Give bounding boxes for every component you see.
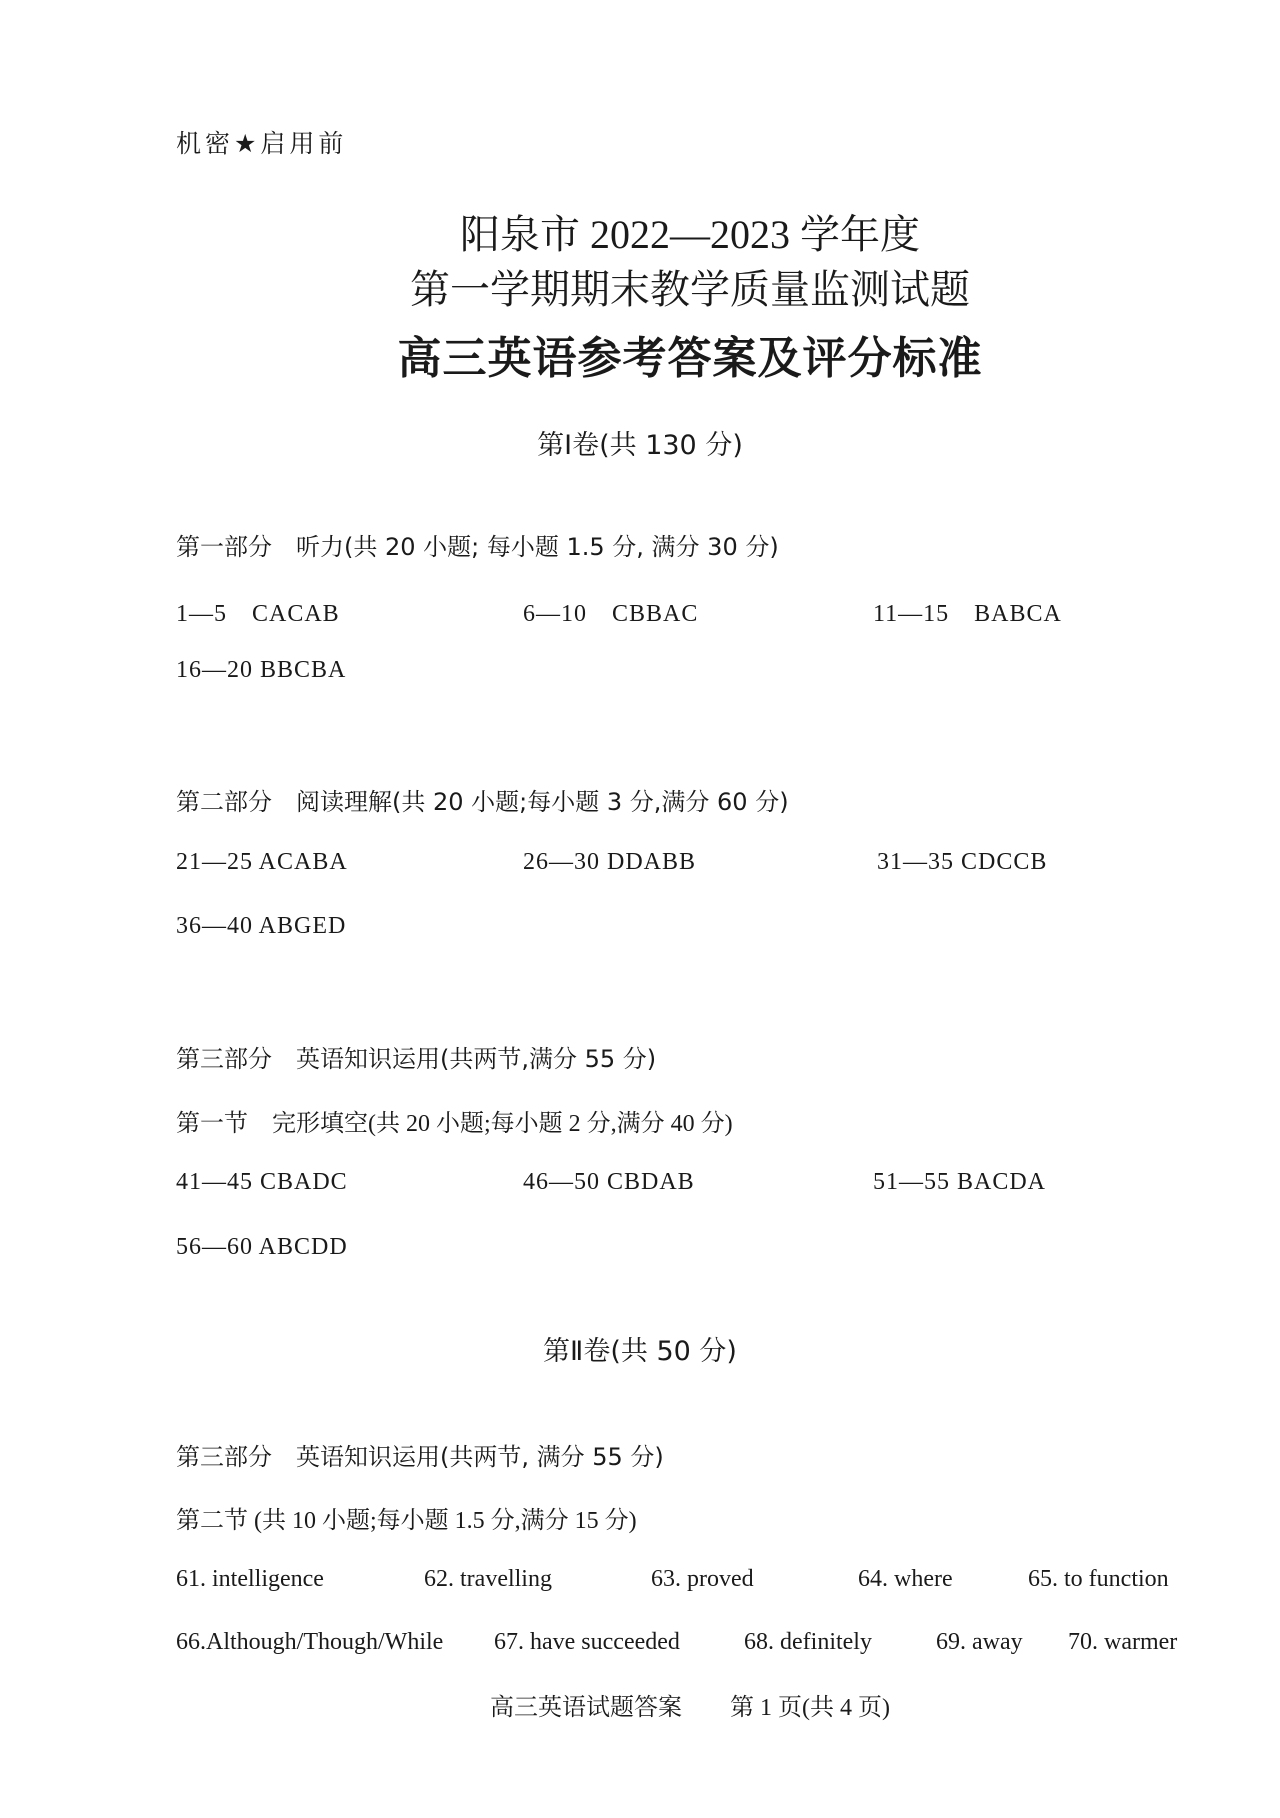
- fill-answer: 66.Although/Though/While: [176, 1629, 444, 1655]
- answer-group: 41—45 CBADC: [176, 1169, 348, 1195]
- answer-group: 31—35 CDCCB: [877, 849, 1048, 875]
- fill-answer: 62. travelling: [424, 1566, 552, 1592]
- exam-title-line1: 阳泉市 2022—2023 学年度: [460, 212, 920, 257]
- answer-group: 6—10 CBBAC: [523, 601, 699, 627]
- section1-heading: 第一节 完形填空(共 20 小题;每小题 2 分,满分 40 分): [176, 1111, 733, 1137]
- answer-group: 16—20 BBCBA: [176, 657, 347, 683]
- part2-heading: 第二部分 阅读理解(共 20 小题;每小题 3 分,满分 60 分): [176, 788, 789, 816]
- answer-group: 56—60 ABCDD: [176, 1234, 348, 1260]
- volume1-heading: 第Ⅰ卷(共 130 分): [537, 430, 743, 461]
- part3-heading: 第三部分 英语知识运用(共两节,满分 55 分): [176, 1045, 657, 1073]
- fill-answer: 65. to function: [1028, 1566, 1169, 1592]
- page-footer: 高三英语试题答案 第 1 页(共 4 页): [490, 1695, 890, 1721]
- fill-answer: 63. proved: [651, 1566, 754, 1592]
- exam-title-main: 高三英语参考答案及评分标准: [397, 333, 983, 384]
- answer-group: 51—55 BACDA: [873, 1169, 1047, 1195]
- answer-group: 11—15 BABCA: [873, 601, 1062, 627]
- section2-heading: 第二节 (共 10 小题;每小题 1.5 分,满分 15 分): [176, 1508, 637, 1534]
- fill-answer: 67. have succeeded: [494, 1629, 680, 1655]
- answer-group: 1—5 CACAB: [176, 601, 340, 627]
- fill-answer: 70. warmer: [1068, 1629, 1178, 1655]
- confidential-mark: 机密★启用前: [176, 129, 348, 158]
- answer-group: 21—25 ACABA: [176, 849, 348, 875]
- part1-heading: 第一部分 听力(共 20 小题; 每小题 1.5 分, 满分 30 分): [176, 533, 779, 561]
- volume2-heading: 第Ⅱ卷(共 50 分): [543, 1336, 737, 1367]
- answer-group: 36—40 ABGED: [176, 913, 347, 939]
- fill-answer: 61. intelligence: [176, 1566, 324, 1592]
- answer-group: 46—50 CBDAB: [523, 1169, 695, 1195]
- vol2-part3-heading: 第三部分 英语知识运用(共两节, 满分 55 分): [176, 1443, 664, 1471]
- fill-answer: 64. where: [858, 1566, 953, 1592]
- answer-group: 26—30 DDABB: [523, 849, 697, 875]
- exam-title-line2: 第一学期期末教学质量监测试题: [410, 267, 970, 312]
- fill-answer: 69. away: [936, 1629, 1023, 1655]
- fill-answer: 68. definitely: [744, 1629, 872, 1655]
